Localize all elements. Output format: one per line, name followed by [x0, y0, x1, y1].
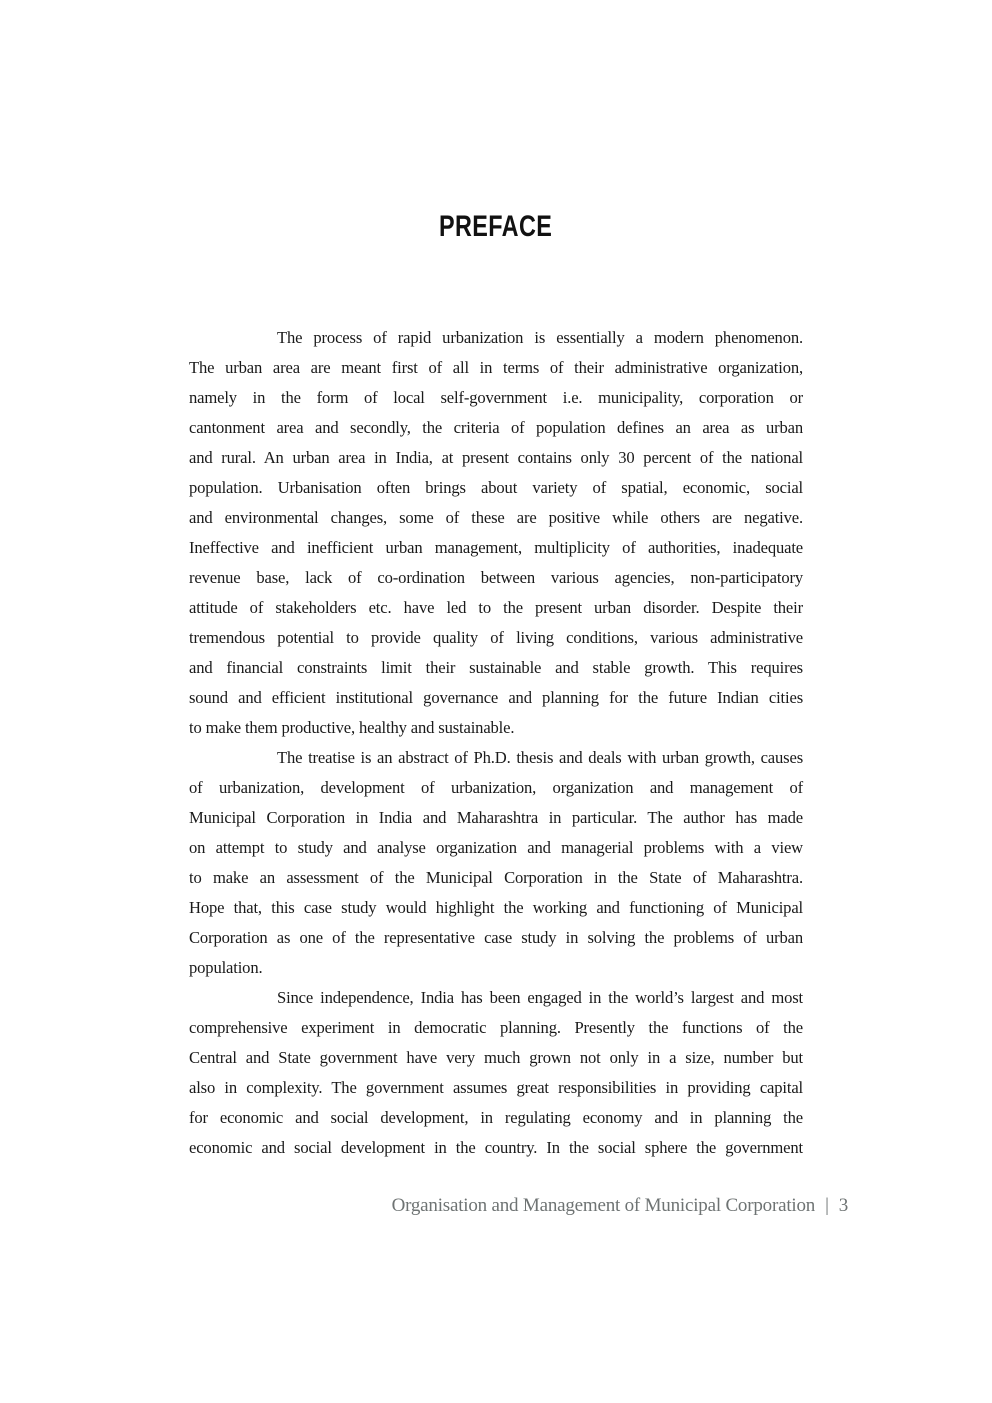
text-line: revenue base, lack of co-ordination between various agencies, non-participatory	[189, 568, 803, 587]
text-line: Since independence, India has been engaged in the world’s largest and most	[277, 988, 803, 1007]
preface-body	[189, 323, 803, 1163]
text-line: Municipal Corporation in India and Maharashtra in particular. The author has made	[189, 808, 803, 827]
page-footer	[392, 1195, 848, 1217]
text-line: Central and State government have very much grown not only in a size, number but	[189, 1048, 803, 1067]
footer-separator: |	[825, 1195, 829, 1216]
paragraph	[189, 983, 803, 1163]
text-line: also in complexity. The government assumes great responsibilities in providing capital	[189, 1078, 803, 1097]
paragraph	[189, 743, 803, 983]
page-number: 3	[838, 1195, 848, 1216]
text-line: Corporation as one of the representative case study in solving the problems of urban	[189, 928, 803, 947]
text-line: The treatise is an abstract of Ph.D. thesis and deals with urban growth, causes	[277, 748, 803, 767]
text-line: comprehensive experiment in democratic planning. Presently the functions of the	[189, 1018, 803, 1037]
text-line: sound and efficient institutional governance and planning for the future Indian cities	[189, 688, 803, 707]
text-line: economic and social development in the country. In the social sphere the government	[189, 1138, 803, 1157]
text-line: and environmental changes, some of these are positive while others are negative.	[189, 508, 803, 527]
text-line: tremendous potential to provide quality of living conditions, various administrative	[189, 628, 803, 647]
text-line: The process of rapid urbanization is essentially a modern phenomenon.	[277, 328, 803, 347]
running-footer-title: Organisation and Management of Municipal Corporation	[391, 1195, 816, 1216]
text-line: cantonment area and secondly, the criteria of population defines an area as urban	[189, 418, 803, 437]
text-line: and financial constraints limit their sustainable and stable growth. This requires	[189, 658, 803, 677]
paragraph	[189, 323, 803, 743]
text-line: of urbanization, development of urbanization, organization and management of	[189, 778, 803, 797]
text-line: Ineffective and inefficient urban management, multiplicity of authorities, inadequate	[189, 538, 803, 557]
text-line: population. Urbanisation often brings about variety of spatial, economic, social	[189, 478, 803, 497]
text-line: and rural. An urban area in India, at present contains only 30 percent of the national	[189, 448, 803, 467]
text-line: on attempt to study and analyse organization and managerial problems with a view	[189, 838, 803, 857]
text-line: Hope that, this case study would highlight the working and functioning of Municipal	[189, 898, 803, 917]
text-line: The urban area are meant first of all in terms of their administrative organization,	[189, 358, 803, 377]
text-line: to make them productive, healthy and sustainable.	[189, 718, 515, 737]
page-title-container	[0, 210, 992, 244]
text-line: for economic and social development, in regulating economy and in planning the	[189, 1108, 803, 1127]
page-title: PREFACE	[439, 210, 553, 243]
text-line: to make an assessment of the Municipal Corporation in the State of Maharashtra.	[189, 868, 803, 887]
text-line: namely in the form of local self-government i.e. municipality, corporation or	[189, 388, 803, 407]
text-line: attitude of stakeholders etc. have led to the present urban disorder. Despite their	[189, 598, 803, 617]
text-line: population.	[189, 958, 263, 977]
